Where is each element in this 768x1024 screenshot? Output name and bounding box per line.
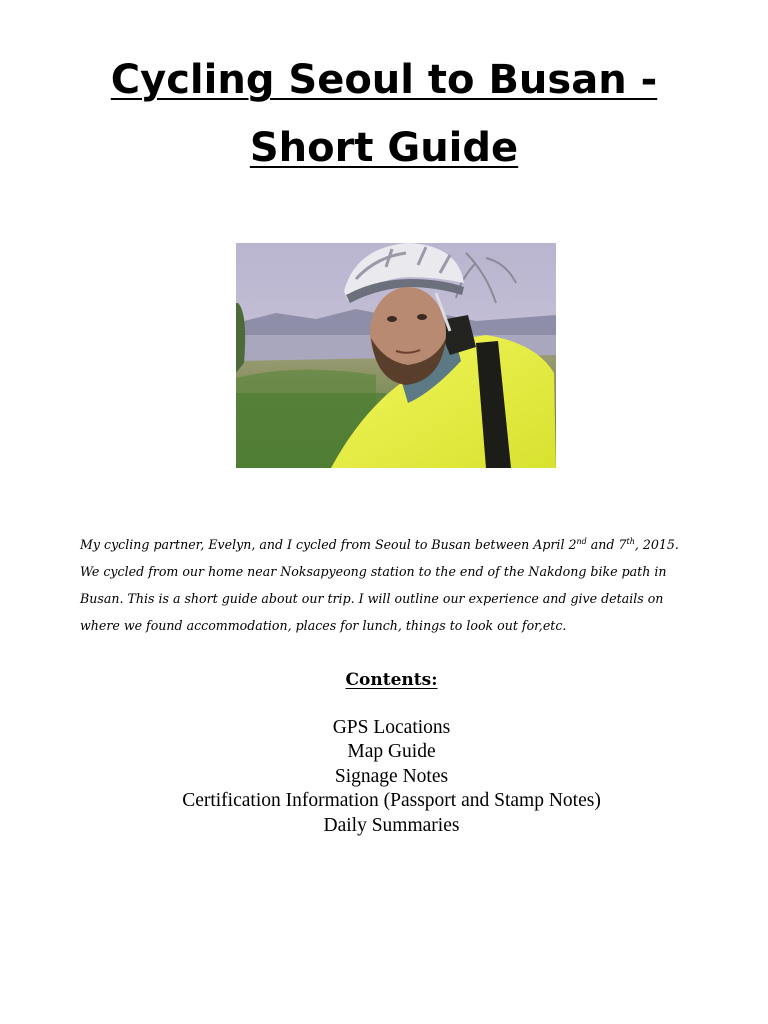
intro-superscript-1: nd (576, 536, 587, 546)
contents-item: Daily Summaries (323, 814, 460, 836)
intro-text-part-3: , 2015. We cycled from our home near Noksapyeong station to the end of the Nakdong bike path in Busan. This is a short guide about our trip. I will outline our experience and give details on where we found accommodation, places for lunch, things to look out for,etc. (80, 537, 679, 633)
contents-item: Signage Notes (334, 765, 449, 787)
contents-list (0, 716, 768, 838)
document-title-line-2 (0, 124, 768, 172)
document-title-line-1 (0, 56, 768, 104)
intro-text-part-1: My cycling partner, Evelyn, and I cycled from Seoul to Busan between April 2 (80, 537, 577, 552)
cyclist-photo (236, 243, 556, 468)
intro-text-part-2: and 7 (586, 537, 627, 552)
title-line-1-text: Cycling Seoul to Busan - (110, 57, 658, 103)
contents-item: GPS Locations (332, 717, 451, 738)
intro-paragraph (80, 531, 700, 639)
contents-item: Map Guide (347, 741, 436, 763)
intro-superscript-2: th (626, 536, 635, 546)
contents-item: Certification Information (Passport and Stamp Notes) (182, 790, 601, 812)
contents-heading: Contents: (345, 670, 438, 690)
title-line-2-text: Short Guide (249, 125, 519, 171)
